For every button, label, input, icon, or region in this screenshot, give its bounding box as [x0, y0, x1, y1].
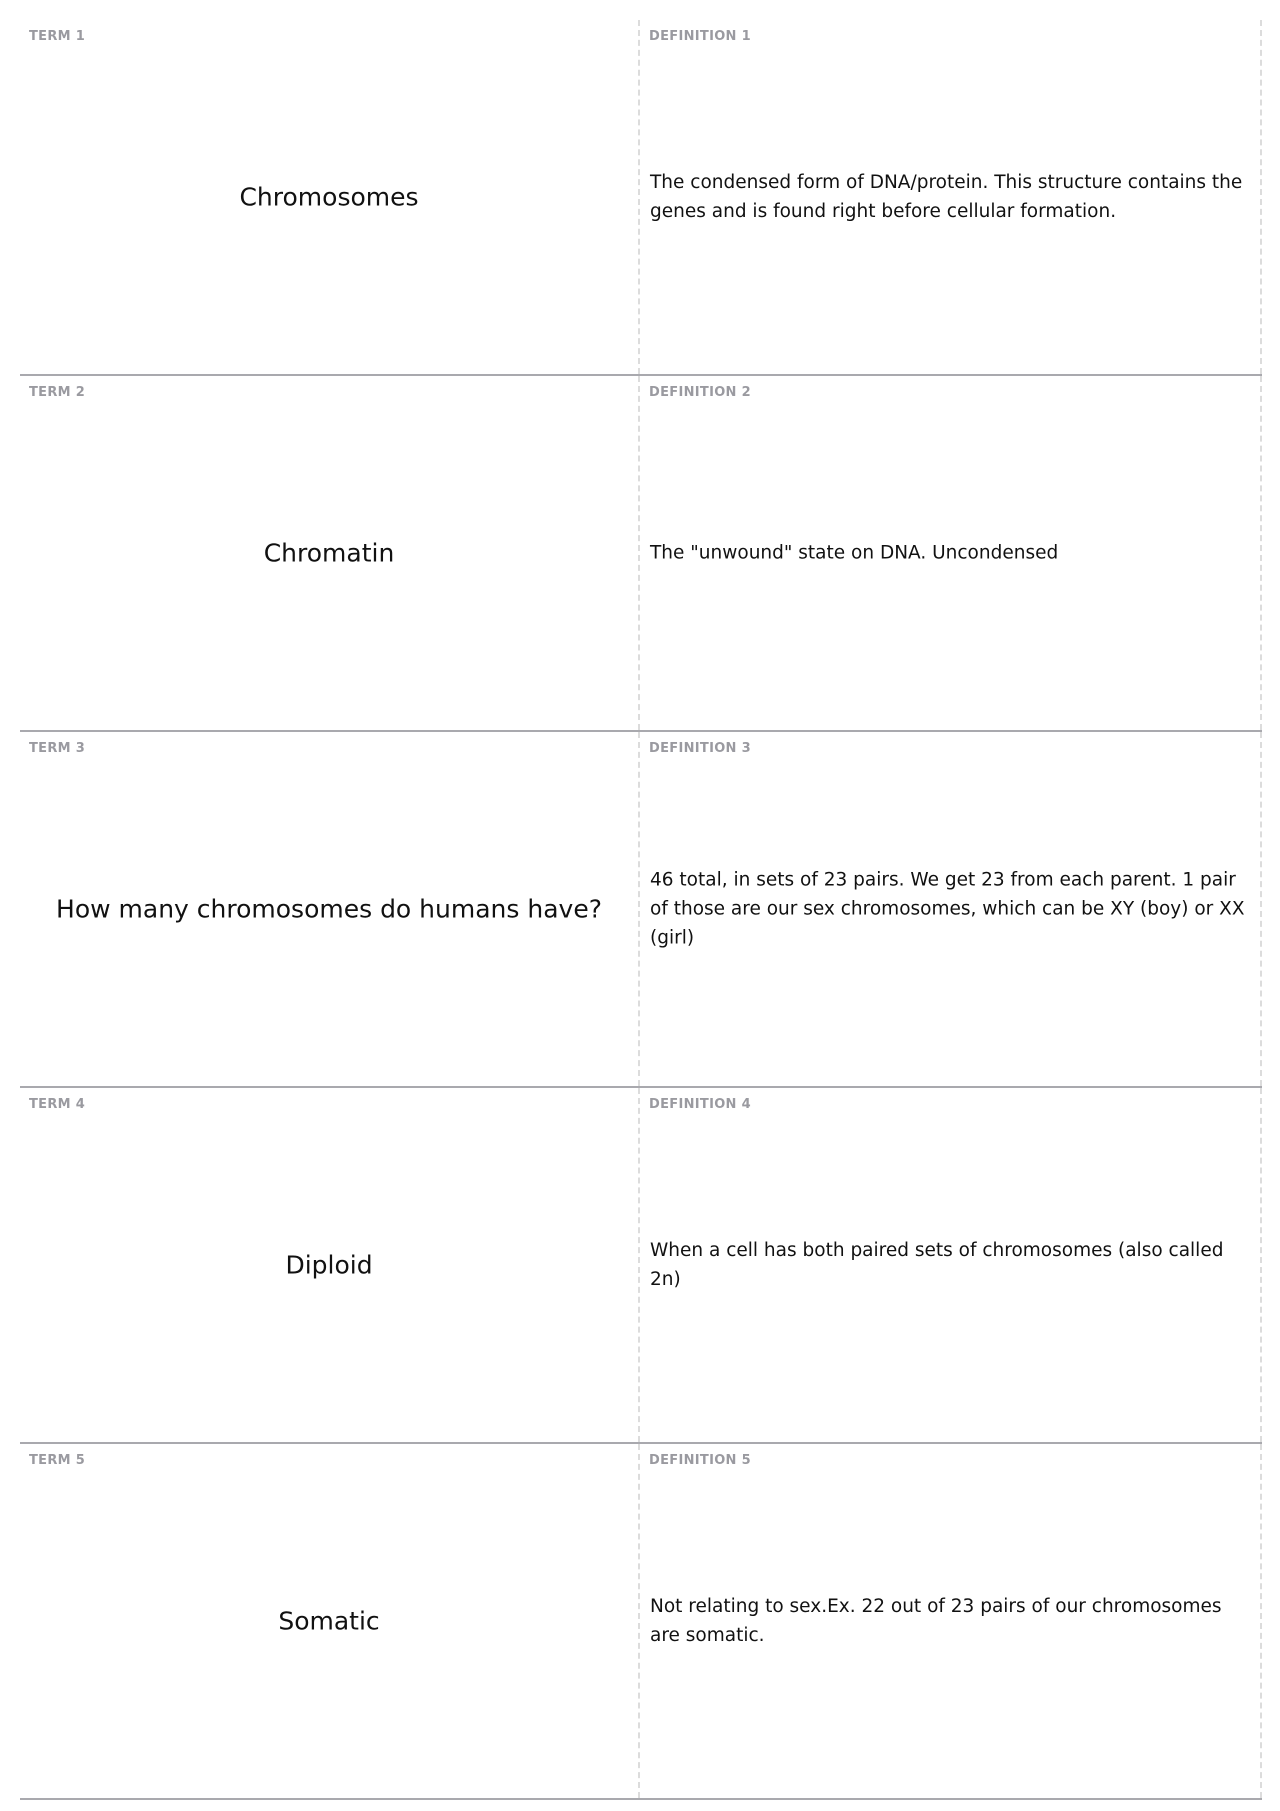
definition-text: The condensed form of DNA/protein. This structure contains the genes and is found right before cellular formation. [650, 172, 1243, 222]
term-text: Somatic [278, 1606, 380, 1636]
term-cell [20, 376, 640, 730]
card-row [20, 20, 1262, 376]
term-label: TERM 2 [29, 385, 86, 400]
term-label: TERM 1 [29, 29, 86, 44]
term-label: TERM 4 [29, 1097, 86, 1112]
card-row [20, 732, 1262, 1088]
definition-cell [640, 732, 1262, 1086]
term-text: Chromosomes [239, 182, 419, 212]
definition-text: When a cell has both paired sets of chromosomes (also called 2n) [650, 1240, 1224, 1290]
term-text: Chromatin [263, 538, 395, 568]
card-row [20, 1444, 1262, 1800]
term-label: TERM 5 [29, 1453, 86, 1468]
definition-text: The "unwound" state on DNA. Uncondensed [650, 542, 1059, 564]
definition-label: DEFINITION 5 [649, 1453, 751, 1468]
definition-label: DEFINITION 4 [649, 1097, 751, 1112]
definition-cell [640, 1444, 1262, 1798]
card-row [20, 376, 1262, 732]
definition-label: DEFINITION 3 [649, 741, 751, 756]
term-cell [20, 732, 640, 1086]
term-text: How many chromosomes do humans have? [56, 894, 602, 924]
definition-cell [640, 20, 1262, 374]
definition-cell [640, 1088, 1262, 1442]
definition-label: DEFINITION 2 [649, 385, 751, 400]
term-label: TERM 3 [29, 741, 86, 756]
card-row [20, 1088, 1262, 1444]
definition-text: Not relating to sex.Ex. 22 out of 23 pairs of our chromosomes are somatic. [650, 1596, 1222, 1646]
term-cell [20, 1444, 640, 1798]
flashcard-sheet [20, 20, 1262, 1800]
definition-text: 46 total, in sets of 23 pairs. We get 23 from each parent. 1 pair of those are our sex chromosomes, which can be XY (boy) or XX (girl) [650, 869, 1245, 949]
definition-label: DEFINITION 1 [649, 29, 751, 44]
term-text: Diploid [285, 1250, 373, 1280]
term-cell [20, 20, 640, 374]
term-cell [20, 1088, 640, 1442]
definition-cell [640, 376, 1262, 730]
